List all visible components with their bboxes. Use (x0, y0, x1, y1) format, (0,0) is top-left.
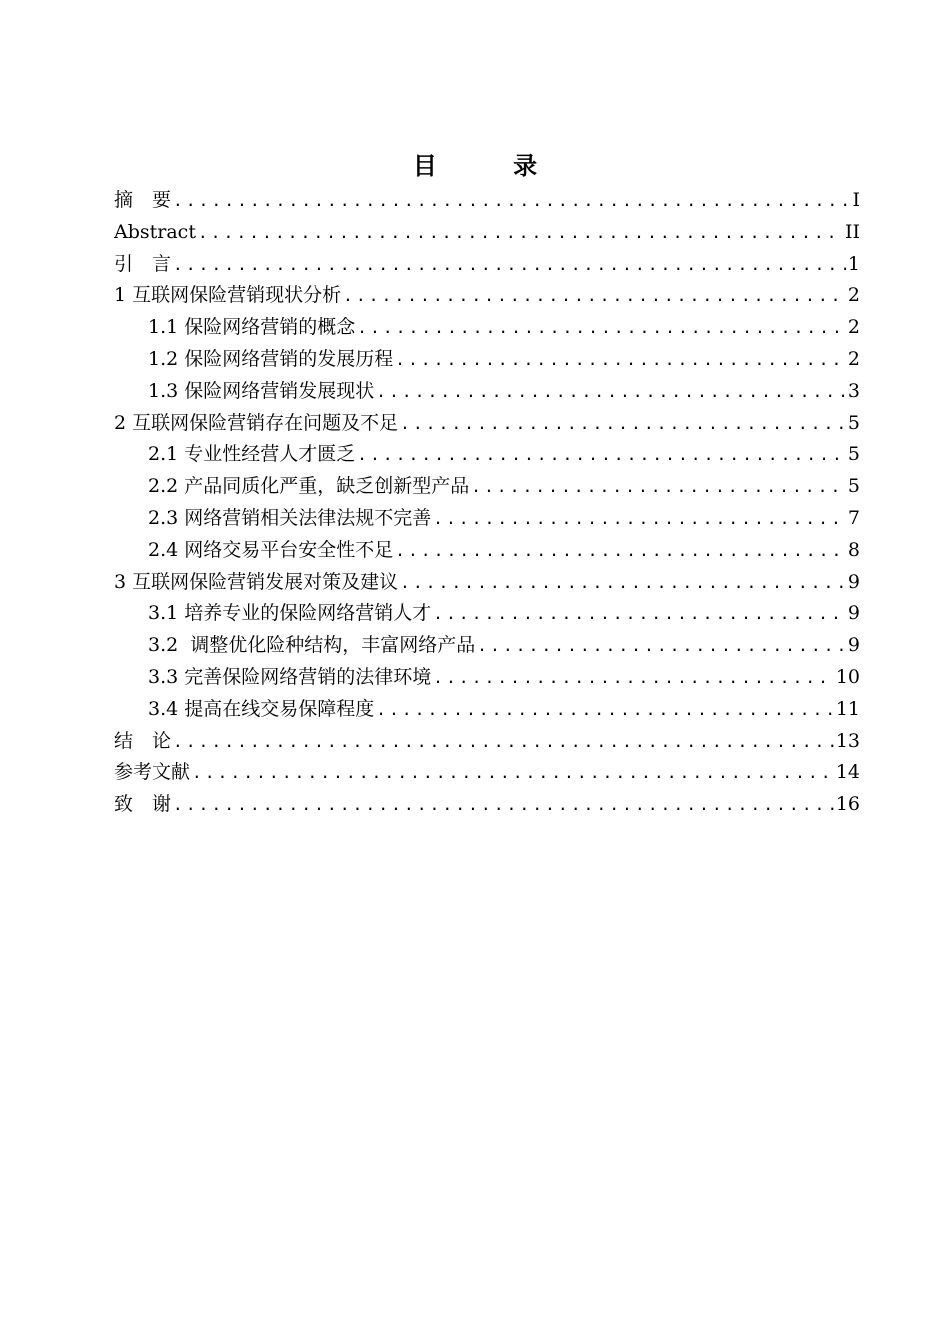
toc-entry-page: 16 (835, 793, 860, 816)
toc-title: 目 录 (412, 151, 572, 180)
toc-entry-section-3-4[interactable] (114, 694, 860, 726)
toc-leader-dots (376, 694, 834, 726)
toc-entry-page: 13 (835, 729, 860, 752)
toc-entry-section-1-3[interactable] (114, 376, 860, 408)
toc-entry-introduction[interactable] (114, 249, 860, 281)
toc-entry-page: II (844, 220, 860, 243)
toc-leader-dots (343, 280, 846, 312)
toc-entry-label: 3.1 培养专业的保险网络营销人才 (148, 602, 432, 625)
toc-entry-label: 2 互联网保险营销存在问题及不足 (114, 411, 399, 434)
toc-leader-dots (357, 312, 846, 344)
toc-leader-dots (433, 503, 846, 535)
toc-entry-chapter-1[interactable] (114, 280, 860, 312)
toc-entry-page: 14 (835, 761, 860, 784)
toc-entry-page: 8 (847, 538, 860, 561)
toc-entry-page: 10 (835, 665, 860, 688)
toc-entry-label: 摘 要 (114, 189, 172, 211)
toc-entry-label: 2.2 产品同质化严重，缺乏创新型产品 (148, 475, 470, 498)
toc-entry-page: 5 (847, 411, 860, 434)
toc-entry-conclusion[interactable] (114, 726, 860, 758)
toc-entry-label: 3 互联网保险营销发展对策及建议 (114, 570, 399, 593)
toc-entry-page: 2 (847, 347, 860, 370)
toc-entry-label: 1.3 保险网络营销发展现状 (148, 379, 375, 402)
toc-entry-label: 结 论 (114, 729, 172, 752)
toc-entry-section-2-4[interactable] (114, 535, 860, 567)
toc-entry-page: 7 (847, 506, 860, 529)
toc-entry-section-2-3[interactable] (114, 503, 860, 535)
toc-entry-chapter-2[interactable] (114, 408, 860, 440)
toc-entry-section-2-2[interactable] (114, 471, 860, 503)
toc-entry-label: 3.2 调整优化险种结构，丰富网络产品 (148, 634, 476, 657)
toc-entry-section-3-2[interactable] (114, 630, 860, 662)
toc-leader-dots (400, 567, 846, 599)
toc-leader-dots (173, 185, 850, 217)
toc-leader-dots (192, 757, 834, 789)
toc-leader-dots (477, 630, 846, 662)
toc-entry-page: 5 (847, 443, 860, 466)
toc-entry-label: Abstract (114, 220, 196, 243)
toc-entry-abstract-en[interactable] (114, 217, 860, 249)
toc-leader-dots (395, 344, 846, 376)
toc-leader-dots (433, 662, 834, 694)
toc-leader-dots (173, 789, 834, 821)
toc-entry-page: 9 (847, 570, 860, 593)
toc-entry-label: 3.3 完善保险网络营销的法律环境 (148, 665, 432, 688)
toc-list (114, 185, 860, 821)
toc-entry-section-1-1[interactable] (114, 312, 860, 344)
toc-entry-acknowledgements[interactable] (114, 789, 860, 821)
toc-leader-dots (173, 249, 846, 281)
toc-leader-dots (400, 408, 846, 440)
toc-entry-page: 2 (847, 316, 860, 339)
toc-entry-page: 11 (835, 697, 860, 720)
toc-entry-label: 2.4 网络交易平台安全性不足 (148, 538, 394, 561)
toc-entry-label: 1.2 保险网络营销的发展历程 (148, 347, 394, 370)
toc-leader-dots (357, 439, 846, 471)
toc-leader-dots (173, 726, 834, 758)
toc-entry-section-3-1[interactable] (114, 598, 860, 630)
toc-entry-page: 2 (847, 284, 860, 307)
toc-leader-dots (471, 471, 846, 503)
toc-entry-label: 参考文献 (114, 761, 191, 784)
toc-entry-label: 1 互联网保险营销现状分析 (114, 284, 342, 307)
toc-entry-label: 引 言 (114, 252, 172, 275)
toc-entry-page: 9 (847, 602, 860, 625)
toc-entry-page: I (852, 189, 860, 211)
toc-entry-page: 1 (847, 252, 860, 275)
toc-entry-page: 5 (847, 475, 860, 498)
toc-entry-page: 3 (847, 379, 860, 402)
toc-entry-section-2-1[interactable] (114, 439, 860, 471)
toc-entry-label: 2.1 专业性经营人才匮乏 (148, 443, 356, 466)
toc-entry-label: 1.1 保险网络营销的概念 (148, 316, 356, 339)
toc-leader-dots (198, 217, 843, 249)
toc-leader-dots (433, 598, 846, 630)
toc-entry-label: 3.4 提高在线交易保障程度 (148, 697, 375, 720)
toc-entry-references[interactable] (114, 757, 860, 789)
toc-entry-page: 9 (847, 634, 860, 657)
toc-entry-section-3-3[interactable] (114, 662, 860, 694)
toc-entry-label: 2.3 网络营销相关法律法规不完善 (148, 506, 432, 529)
toc-entry-chapter-3[interactable] (114, 567, 860, 599)
toc-leader-dots (376, 376, 846, 408)
toc-entry-label: 致 谢 (114, 793, 172, 816)
toc-leader-dots (395, 535, 846, 567)
toc-entry-section-1-2[interactable] (114, 344, 860, 376)
toc-entry-abstract-cn[interactable] (114, 185, 860, 217)
